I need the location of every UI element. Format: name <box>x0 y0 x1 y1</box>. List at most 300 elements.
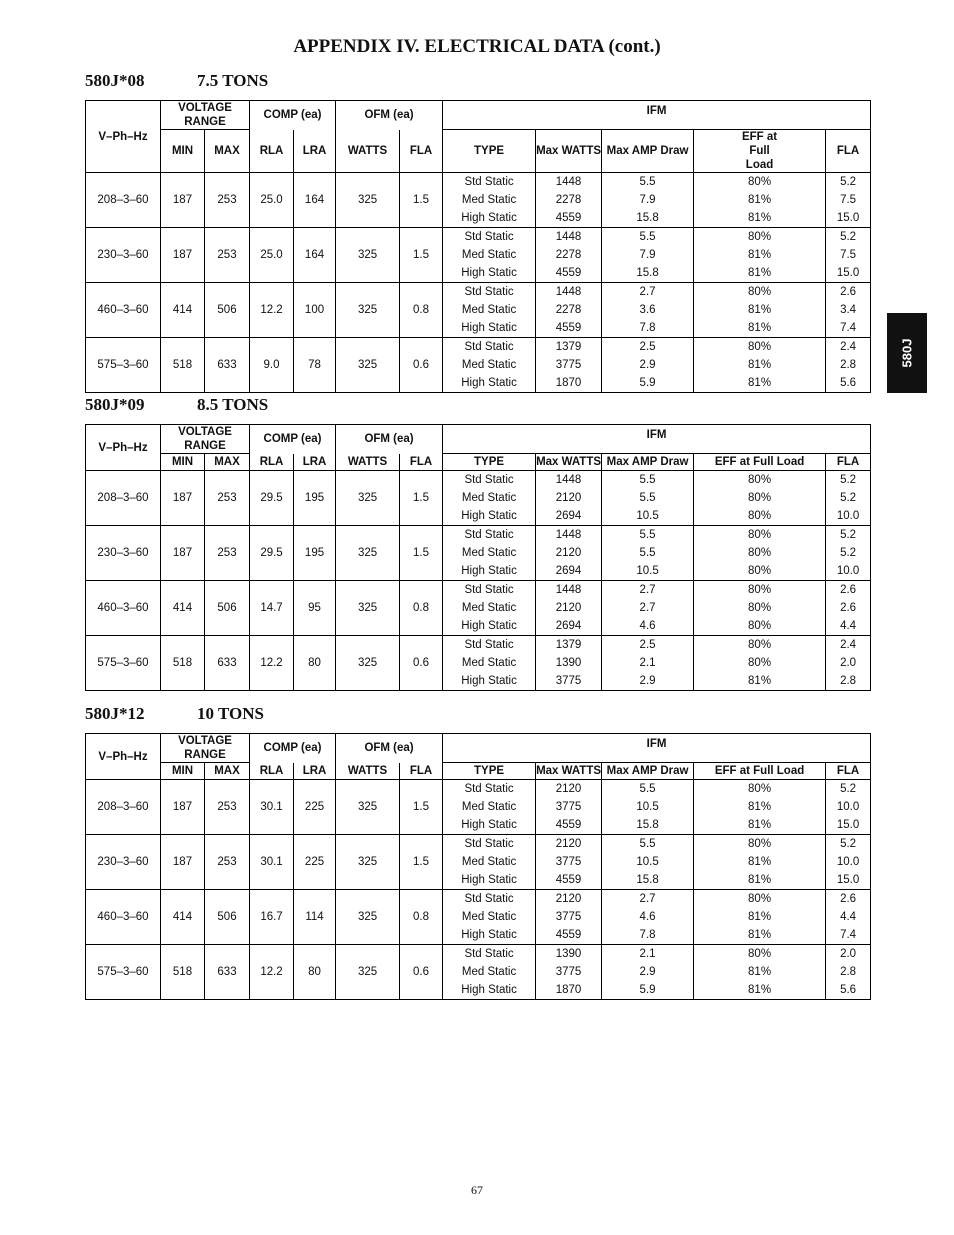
cell-comp-rla: 16.7 <box>250 890 294 945</box>
cell-ifm-max-watts: 2278 <box>536 301 602 319</box>
cell-ifm-max-watts: 2278 <box>536 191 602 209</box>
cell-ifm-max-watts: 1870 <box>536 374 602 393</box>
model-heading <box>85 71 269 91</box>
header-voltage-range: VOLTAGE RANGE <box>161 425 250 454</box>
cell-min-voltage: 518 <box>161 338 205 393</box>
cell-ifm-type: High Static <box>443 617 536 636</box>
cell-ifm-eff: 81% <box>694 356 826 374</box>
cell-ifm-max-watts: 2120 <box>536 890 602 909</box>
header-comp: COMP (ea) <box>250 425 336 454</box>
cell-ofm-watts: 325 <box>336 228 400 283</box>
cell-ifm-fla: 5.2 <box>826 489 871 507</box>
cell-ofm-fla: 1.5 <box>400 780 443 835</box>
cell-comp-lra: 195 <box>294 471 336 526</box>
model-heading <box>85 704 264 724</box>
cell-ifm-eff: 80% <box>694 945 826 964</box>
cell-ifm-max-amp: 2.7 <box>602 581 694 600</box>
electrical-data-table <box>85 424 871 691</box>
table-row <box>86 526 871 545</box>
cell-ifm-fla: 10.0 <box>826 562 871 581</box>
header-ofm-fla: FLA <box>400 130 443 173</box>
header-ofm-fla: FLA <box>400 763 443 780</box>
cell-ifm-max-watts: 1379 <box>536 636 602 655</box>
cell-ifm-eff: 81% <box>694 319 826 338</box>
cell-ifm-eff: 81% <box>694 908 826 926</box>
header-voltage-range: VOLTAGE RANGE <box>161 734 250 763</box>
cell-ifm-fla: 2.6 <box>826 581 871 600</box>
cell-ifm-fla: 2.6 <box>826 283 871 302</box>
cell-comp-lra: 78 <box>294 338 336 393</box>
cell-ofm-watts: 325 <box>336 636 400 691</box>
table-row <box>86 780 871 799</box>
cell-ifm-fla: 7.5 <box>826 191 871 209</box>
cell-ofm-watts: 325 <box>336 890 400 945</box>
cell-comp-lra: 225 <box>294 780 336 835</box>
cell-ifm-type: Std Static <box>443 636 536 655</box>
cell-ifm-max-watts: 4559 <box>536 871 602 890</box>
cell-ifm-fla: 2.8 <box>826 963 871 981</box>
header-eff: EFF at Full Load <box>694 130 826 173</box>
cell-ifm-fla: 2.6 <box>826 890 871 909</box>
cell-ifm-fla: 15.0 <box>826 264 871 283</box>
cell-ifm-eff: 80% <box>694 489 826 507</box>
cell-ifm-max-amp: 2.9 <box>602 963 694 981</box>
cell-ifm-fla: 7.4 <box>826 319 871 338</box>
cell-ofm-watts: 325 <box>336 581 400 636</box>
cell-ifm-max-watts: 1448 <box>536 581 602 600</box>
cell-ifm-type: Std Static <box>443 945 536 964</box>
cell-ifm-max-watts: 3775 <box>536 356 602 374</box>
model-number: 580J*08 <box>85 71 145 90</box>
cell-ifm-type: Med Static <box>443 963 536 981</box>
cell-ifm-fla: 10.0 <box>826 507 871 526</box>
cell-min-voltage: 518 <box>161 636 205 691</box>
header-eff: EFF at Full Load <box>694 763 826 780</box>
header-min: MIN <box>161 763 205 780</box>
cell-vphz: 208–3–60 <box>86 173 161 228</box>
cell-ifm-max-amp: 5.5 <box>602 544 694 562</box>
header-ofm-watts: WATTS <box>336 454 400 471</box>
cell-ifm-max-amp: 7.8 <box>602 926 694 945</box>
table-row <box>86 890 871 909</box>
cell-ifm-fla: 15.0 <box>826 816 871 835</box>
header-comp: COMP (ea) <box>250 101 336 130</box>
cell-ofm-fla: 0.8 <box>400 890 443 945</box>
cell-ifm-type: Med Static <box>443 853 536 871</box>
cell-ifm-fla: 15.0 <box>826 209 871 228</box>
cell-max-voltage: 506 <box>205 283 250 338</box>
cell-min-voltage: 518 <box>161 945 205 1000</box>
model-tonnage: 8.5 TONS <box>197 395 269 414</box>
cell-ifm-max-amp: 5.5 <box>602 835 694 854</box>
cell-comp-lra: 100 <box>294 283 336 338</box>
cell-ifm-eff: 80% <box>694 835 826 854</box>
cell-ifm-type: High Static <box>443 816 536 835</box>
cell-ifm-fla: 2.4 <box>826 636 871 655</box>
cell-ifm-type: Std Static <box>443 780 536 799</box>
cell-ofm-fla: 1.5 <box>400 526 443 581</box>
cell-vphz: 230–3–60 <box>86 526 161 581</box>
cell-vphz: 230–3–60 <box>86 835 161 890</box>
cell-ifm-max-watts: 3775 <box>536 798 602 816</box>
header-min: MIN <box>161 454 205 471</box>
cell-ifm-type: Std Static <box>443 228 536 247</box>
cell-ifm-max-watts: 3775 <box>536 853 602 871</box>
cell-ifm-max-amp: 2.9 <box>602 356 694 374</box>
cell-ofm-fla: 0.8 <box>400 283 443 338</box>
cell-max-voltage: 253 <box>205 835 250 890</box>
cell-ofm-fla: 1.5 <box>400 835 443 890</box>
cell-ifm-max-amp: 5.5 <box>602 526 694 545</box>
cell-comp-rla: 30.1 <box>250 835 294 890</box>
cell-ifm-type: Med Static <box>443 908 536 926</box>
cell-ifm-max-watts: 2120 <box>536 780 602 799</box>
table-row <box>86 283 871 302</box>
header-max-watts: Max WATTS <box>536 130 602 173</box>
header-ofm: OFM (ea) <box>336 425 443 454</box>
cell-ofm-watts: 325 <box>336 471 400 526</box>
cell-ifm-fla: 10.0 <box>826 798 871 816</box>
cell-ifm-eff: 81% <box>694 816 826 835</box>
cell-ifm-eff: 81% <box>694 246 826 264</box>
cell-min-voltage: 187 <box>161 835 205 890</box>
table-row <box>86 945 871 964</box>
cell-max-voltage: 633 <box>205 945 250 1000</box>
model-tonnage: 10 TONS <box>197 704 264 723</box>
cell-ifm-max-watts: 4559 <box>536 209 602 228</box>
cell-ifm-type: High Static <box>443 562 536 581</box>
cell-ifm-max-watts: 2694 <box>536 617 602 636</box>
cell-ifm-type: High Static <box>443 319 536 338</box>
cell-vphz: 460–3–60 <box>86 890 161 945</box>
header-ifm: IFM <box>443 425 871 454</box>
header-type: TYPE <box>443 130 536 173</box>
cell-comp-rla: 14.7 <box>250 581 294 636</box>
cell-ofm-fla: 0.6 <box>400 338 443 393</box>
cell-ifm-max-watts: 1448 <box>536 526 602 545</box>
cell-ifm-type: Med Static <box>443 798 536 816</box>
cell-ifm-type: High Static <box>443 209 536 228</box>
cell-ifm-fla: 15.0 <box>826 871 871 890</box>
cell-ifm-eff: 80% <box>694 283 826 302</box>
cell-ifm-max-watts: 2120 <box>536 489 602 507</box>
cell-ifm-max-amp: 7.8 <box>602 319 694 338</box>
cell-ifm-eff: 81% <box>694 374 826 393</box>
cell-ofm-fla: 1.5 <box>400 228 443 283</box>
cell-max-voltage: 633 <box>205 636 250 691</box>
header-ofm: OFM (ea) <box>336 734 443 763</box>
cell-ifm-type: Std Static <box>443 890 536 909</box>
cell-ifm-eff: 80% <box>694 617 826 636</box>
cell-ifm-max-watts: 3775 <box>536 672 602 691</box>
cell-ifm-fla: 2.0 <box>826 654 871 672</box>
model-number: 580J*12 <box>85 704 145 723</box>
cell-ifm-max-amp: 10.5 <box>602 562 694 581</box>
header-ofm: OFM (ea) <box>336 101 443 130</box>
header-ifm-fla: FLA <box>826 454 871 471</box>
cell-ofm-watts: 325 <box>336 173 400 228</box>
cell-ifm-type: Std Static <box>443 173 536 192</box>
table-row <box>86 835 871 854</box>
header-ifm-fla: FLA <box>826 130 871 173</box>
cell-ifm-type: Std Static <box>443 338 536 357</box>
cell-ifm-type: High Static <box>443 871 536 890</box>
cell-ifm-max-amp: 7.9 <box>602 246 694 264</box>
cell-ifm-type: High Static <box>443 507 536 526</box>
cell-ifm-max-amp: 5.5 <box>602 780 694 799</box>
cell-comp-rla: 12.2 <box>250 636 294 691</box>
cell-ifm-max-watts: 3775 <box>536 908 602 926</box>
cell-ifm-max-watts: 1870 <box>536 981 602 1000</box>
cell-ofm-watts: 325 <box>336 945 400 1000</box>
header-min: MIN <box>161 130 205 173</box>
cell-ifm-max-amp: 5.9 <box>602 981 694 1000</box>
electrical-data-table <box>85 733 871 1000</box>
header-type: TYPE <box>443 763 536 780</box>
cell-ifm-max-watts: 4559 <box>536 816 602 835</box>
header-max: MAX <box>205 454 250 471</box>
cell-ifm-max-amp: 3.6 <box>602 301 694 319</box>
cell-ifm-fla: 5.2 <box>826 526 871 545</box>
cell-ifm-eff: 80% <box>694 890 826 909</box>
header-ifm: IFM <box>443 734 871 763</box>
cell-comp-lra: 80 <box>294 945 336 1000</box>
cell-ifm-eff: 81% <box>694 264 826 283</box>
cell-ifm-fla: 2.8 <box>826 356 871 374</box>
cell-ifm-eff: 81% <box>694 191 826 209</box>
cell-comp-lra: 195 <box>294 526 336 581</box>
cell-ifm-type: High Static <box>443 374 536 393</box>
cell-min-voltage: 414 <box>161 283 205 338</box>
cell-ifm-eff: 80% <box>694 599 826 617</box>
cell-ofm-watts: 325 <box>336 780 400 835</box>
cell-ifm-eff: 80% <box>694 544 826 562</box>
cell-ifm-eff: 80% <box>694 562 826 581</box>
cell-min-voltage: 187 <box>161 780 205 835</box>
header-lra: LRA <box>294 454 336 471</box>
header-vphz: V–Ph–Hz <box>86 425 161 471</box>
cell-min-voltage: 187 <box>161 471 205 526</box>
page-title: APPENDIX IV. ELECTRICAL DATA (cont.) <box>293 36 661 57</box>
cell-vphz: 460–3–60 <box>86 581 161 636</box>
header-max-amp: Max AMP Draw <box>602 763 694 780</box>
cell-ifm-max-watts: 4559 <box>536 926 602 945</box>
cell-vphz: 230–3–60 <box>86 228 161 283</box>
cell-ifm-max-watts: 1379 <box>536 338 602 357</box>
cell-ifm-max-watts: 2694 <box>536 562 602 581</box>
cell-ifm-eff: 81% <box>694 926 826 945</box>
model-number: 580J*09 <box>85 395 145 414</box>
cell-ifm-type: High Static <box>443 672 536 691</box>
cell-ifm-eff: 80% <box>694 338 826 357</box>
cell-ifm-fla: 10.0 <box>826 853 871 871</box>
cell-ifm-max-watts: 4559 <box>536 319 602 338</box>
table-row <box>86 471 871 490</box>
cell-ifm-type: Std Static <box>443 581 536 600</box>
header-type: TYPE <box>443 454 536 471</box>
cell-ifm-fla: 2.6 <box>826 599 871 617</box>
cell-ifm-type: Med Static <box>443 654 536 672</box>
cell-ifm-max-watts: 2120 <box>536 544 602 562</box>
header-ifm: IFM <box>443 101 871 130</box>
cell-max-voltage: 253 <box>205 780 250 835</box>
header-rla: RLA <box>250 130 294 173</box>
cell-vphz: 208–3–60 <box>86 780 161 835</box>
model-tonnage: 7.5 TONS <box>197 71 269 90</box>
table-row <box>86 581 871 600</box>
header-ofm-watts: WATTS <box>336 763 400 780</box>
cell-ifm-max-amp: 15.8 <box>602 209 694 228</box>
cell-ifm-max-amp: 5.5 <box>602 228 694 247</box>
cell-ifm-max-amp: 10.5 <box>602 798 694 816</box>
cell-ifm-fla: 5.6 <box>826 981 871 1000</box>
cell-vphz: 575–3–60 <box>86 945 161 1000</box>
cell-min-voltage: 414 <box>161 890 205 945</box>
cell-max-voltage: 506 <box>205 581 250 636</box>
cell-ifm-max-amp: 4.6 <box>602 617 694 636</box>
cell-ifm-max-watts: 1448 <box>536 283 602 302</box>
header-vphz: V–Ph–Hz <box>86 734 161 780</box>
cell-ofm-watts: 325 <box>336 526 400 581</box>
cell-ofm-fla: 0.8 <box>400 581 443 636</box>
header-ifm-fla: FLA <box>826 763 871 780</box>
electrical-data-table <box>85 100 871 393</box>
cell-ofm-watts: 325 <box>336 835 400 890</box>
cell-ifm-eff: 80% <box>694 526 826 545</box>
cell-ifm-type: High Static <box>443 981 536 1000</box>
cell-ofm-fla: 1.5 <box>400 471 443 526</box>
cell-ifm-type: Std Static <box>443 283 536 302</box>
header-rla: RLA <box>250 454 294 471</box>
cell-ifm-max-watts: 1390 <box>536 654 602 672</box>
cell-ifm-max-amp: 10.5 <box>602 507 694 526</box>
cell-max-voltage: 253 <box>205 471 250 526</box>
cell-ifm-fla: 2.4 <box>826 338 871 357</box>
cell-max-voltage: 253 <box>205 228 250 283</box>
cell-ifm-eff: 81% <box>694 963 826 981</box>
cell-ifm-eff: 80% <box>694 228 826 247</box>
cell-ifm-max-amp: 2.7 <box>602 283 694 302</box>
cell-comp-lra: 225 <box>294 835 336 890</box>
cell-ifm-max-amp: 10.5 <box>602 853 694 871</box>
cell-ifm-eff: 81% <box>694 672 826 691</box>
cell-vphz: 208–3–60 <box>86 471 161 526</box>
cell-ifm-type: High Static <box>443 264 536 283</box>
cell-ifm-eff: 80% <box>694 173 826 192</box>
header-max: MAX <box>205 763 250 780</box>
cell-ifm-eff: 80% <box>694 780 826 799</box>
cell-ifm-fla: 5.2 <box>826 544 871 562</box>
cell-min-voltage: 187 <box>161 173 205 228</box>
header-max-watts: Max WATTS <box>536 454 602 471</box>
cell-vphz: 575–3–60 <box>86 636 161 691</box>
cell-max-voltage: 253 <box>205 526 250 581</box>
cell-ifm-eff: 81% <box>694 798 826 816</box>
cell-ifm-fla: 3.4 <box>826 301 871 319</box>
cell-ifm-type: Std Static <box>443 471 536 490</box>
cell-ifm-max-amp: 2.1 <box>602 945 694 964</box>
header-max-amp: Max AMP Draw <box>602 454 694 471</box>
header-vphz: V–Ph–Hz <box>86 101 161 173</box>
cell-min-voltage: 414 <box>161 581 205 636</box>
cell-comp-rla: 25.0 <box>250 173 294 228</box>
cell-ifm-fla: 7.5 <box>826 246 871 264</box>
cell-ifm-max-amp: 2.9 <box>602 672 694 691</box>
cell-ifm-max-watts: 2694 <box>536 507 602 526</box>
cell-ifm-fla: 4.4 <box>826 908 871 926</box>
cell-comp-rla: 30.1 <box>250 780 294 835</box>
model-heading <box>85 395 269 415</box>
cell-ifm-type: Med Static <box>443 301 536 319</box>
table-row <box>86 636 871 655</box>
page-number: 67 <box>471 1183 483 1197</box>
cell-ifm-eff: 80% <box>694 507 826 526</box>
cell-ofm-fla: 0.6 <box>400 636 443 691</box>
cell-ifm-max-amp: 2.7 <box>602 890 694 909</box>
cell-ifm-type: Med Static <box>443 191 536 209</box>
cell-comp-lra: 114 <box>294 890 336 945</box>
cell-ifm-max-watts: 3775 <box>536 963 602 981</box>
cell-ofm-fla: 0.6 <box>400 945 443 1000</box>
cell-ifm-max-watts: 1448 <box>536 471 602 490</box>
cell-ifm-max-watts: 1448 <box>536 173 602 192</box>
cell-ifm-type: Med Static <box>443 489 536 507</box>
cell-max-voltage: 253 <box>205 173 250 228</box>
header-lra: LRA <box>294 130 336 173</box>
cell-ifm-max-amp: 15.8 <box>602 816 694 835</box>
section-side-tab <box>887 313 927 393</box>
cell-ifm-eff: 80% <box>694 636 826 655</box>
cell-ifm-fla: 7.4 <box>826 926 871 945</box>
cell-ifm-fla: 5.2 <box>826 173 871 192</box>
header-eff: EFF at Full Load <box>694 454 826 471</box>
cell-ifm-fla: 5.2 <box>826 228 871 247</box>
cell-ifm-max-amp: 2.1 <box>602 654 694 672</box>
cell-ifm-max-watts: 2120 <box>536 835 602 854</box>
cell-ifm-max-amp: 15.8 <box>602 264 694 283</box>
cell-ifm-fla: 2.0 <box>826 945 871 964</box>
cell-ifm-max-amp: 4.6 <box>602 908 694 926</box>
cell-ifm-fla: 5.6 <box>826 374 871 393</box>
table-row <box>86 173 871 192</box>
cell-ofm-fla: 1.5 <box>400 173 443 228</box>
cell-ifm-type: Med Static <box>443 246 536 264</box>
cell-vphz: 460–3–60 <box>86 283 161 338</box>
cell-ifm-type: Std Static <box>443 835 536 854</box>
cell-ifm-max-amp: 2.5 <box>602 338 694 357</box>
cell-ifm-eff: 80% <box>694 471 826 490</box>
cell-comp-rla: 25.0 <box>250 228 294 283</box>
cell-comp-rla: 12.2 <box>250 945 294 1000</box>
cell-comp-rla: 29.5 <box>250 471 294 526</box>
cell-comp-rla: 29.5 <box>250 526 294 581</box>
cell-ifm-fla: 5.2 <box>826 780 871 799</box>
header-max-amp: Max AMP Draw <box>602 130 694 173</box>
cell-comp-lra: 80 <box>294 636 336 691</box>
cell-ifm-eff: 80% <box>694 654 826 672</box>
cell-ifm-fla: 5.2 <box>826 471 871 490</box>
cell-ofm-watts: 325 <box>336 283 400 338</box>
cell-comp-lra: 164 <box>294 173 336 228</box>
table-row <box>86 338 871 357</box>
cell-ifm-max-amp: 2.7 <box>602 599 694 617</box>
cell-ifm-type: Med Static <box>443 544 536 562</box>
header-lra: LRA <box>294 763 336 780</box>
cell-ifm-fla: 2.8 <box>826 672 871 691</box>
cell-ifm-eff: 81% <box>694 981 826 1000</box>
cell-ifm-eff: 81% <box>694 209 826 228</box>
cell-comp-rla: 12.2 <box>250 283 294 338</box>
